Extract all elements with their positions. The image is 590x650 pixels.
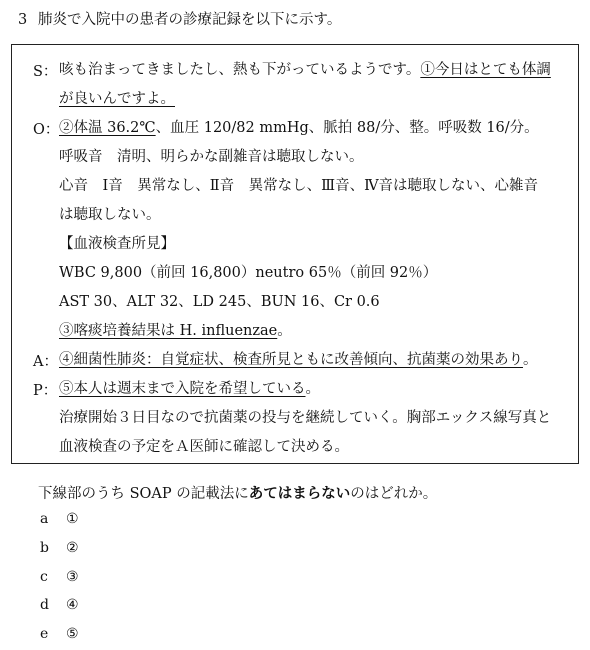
- o-line-3: 心音 Ⅰ音 異常なし、Ⅱ音 異常なし、Ⅲ音、Ⅳ音は聴取しない、心雑音: [59, 178, 539, 194]
- p-label: P：: [33, 383, 58, 399]
- p-line-3: 血液検査の予定をＡ医師に確認して決める。: [59, 439, 349, 455]
- underline-4: ④細菌性肺炎：自覚症状、検査所見ともに改善傾向、抗菌薬の効果あり: [59, 352, 523, 368]
- prompt-emphasis: あてはまらない: [248, 485, 351, 502]
- question-number: 3: [18, 12, 28, 28]
- choice-letter: e: [40, 626, 49, 642]
- question-prompt: [38, 482, 437, 503]
- s-line-1-text: 咳も治まってきましたし、熱も下がっているようです。: [59, 62, 421, 78]
- choice-value: ③: [66, 569, 79, 585]
- o-label: O：: [33, 122, 60, 138]
- question-text: 肺炎で入院中の患者の診療記録を以下に示す。: [38, 12, 342, 28]
- o-line-5: 【血液検査所見】: [59, 236, 175, 252]
- prompt-post: のはどれか。: [350, 486, 438, 502]
- a-label: A：: [33, 354, 58, 370]
- o-line-2: 呼吸音 清明、明らかな副雑音は聴取しない。: [59, 149, 364, 165]
- underline-1: ①今日はとても体調: [420, 62, 551, 78]
- s-line-1: [59, 60, 551, 80]
- o-line-1: [59, 118, 539, 138]
- choice-value: ①: [66, 511, 79, 527]
- underline-1-cont: が良いんですよ。: [59, 91, 175, 107]
- medical-record-box: [11, 44, 579, 464]
- question-header: [18, 8, 341, 29]
- p-line-1-text: 。: [305, 381, 320, 397]
- o-line-7: AST 30、ALT 32、LD 245、BUN 16、Cr 0.6: [59, 294, 380, 310]
- p-line-1: [59, 379, 320, 399]
- underline-2: ②体温 36.2℃: [59, 120, 156, 136]
- s-line-2: [59, 89, 175, 109]
- o-line-8: [59, 321, 292, 341]
- choice-value: ④: [66, 597, 79, 613]
- choice-c[interactable]: [40, 569, 79, 585]
- o-line-1-text: 、血圧 120/82 mmHg、脈拍 88/分、整。呼吸数 16/分。: [155, 120, 539, 136]
- choice-b[interactable]: [40, 540, 79, 556]
- choice-letter: d: [40, 597, 49, 613]
- a-line-1: [59, 350, 538, 370]
- o-line-4: は聴取しない。: [59, 207, 161, 223]
- p-line-2: 治療開始３日目なので抗菌薬の投与を継続していく。胸部エックス線写真と: [59, 410, 552, 426]
- choice-d[interactable]: [40, 597, 79, 613]
- choice-value: ②: [66, 540, 79, 556]
- s-label: S：: [33, 64, 58, 80]
- underline-3: ③喀痰培養結果は H. influenzae: [59, 323, 278, 339]
- choice-a[interactable]: [40, 511, 79, 527]
- prompt-pre: 下線部のうち SOAP の記載法に: [38, 486, 249, 502]
- choice-e[interactable]: [40, 626, 79, 642]
- choice-letter: a: [40, 511, 49, 527]
- o-line-8-text: 。: [277, 323, 292, 339]
- underline-5: ⑤本人は週末まで入院を希望している: [59, 381, 306, 397]
- o-line-6: WBC 9,800（前回 16,800）neutro 65％（前回 92％）: [59, 265, 438, 281]
- choice-value: ⑤: [66, 626, 79, 642]
- choice-letter: c: [40, 569, 48, 585]
- a-line-1-text: 。: [523, 352, 538, 368]
- choice-letter: b: [40, 540, 49, 556]
